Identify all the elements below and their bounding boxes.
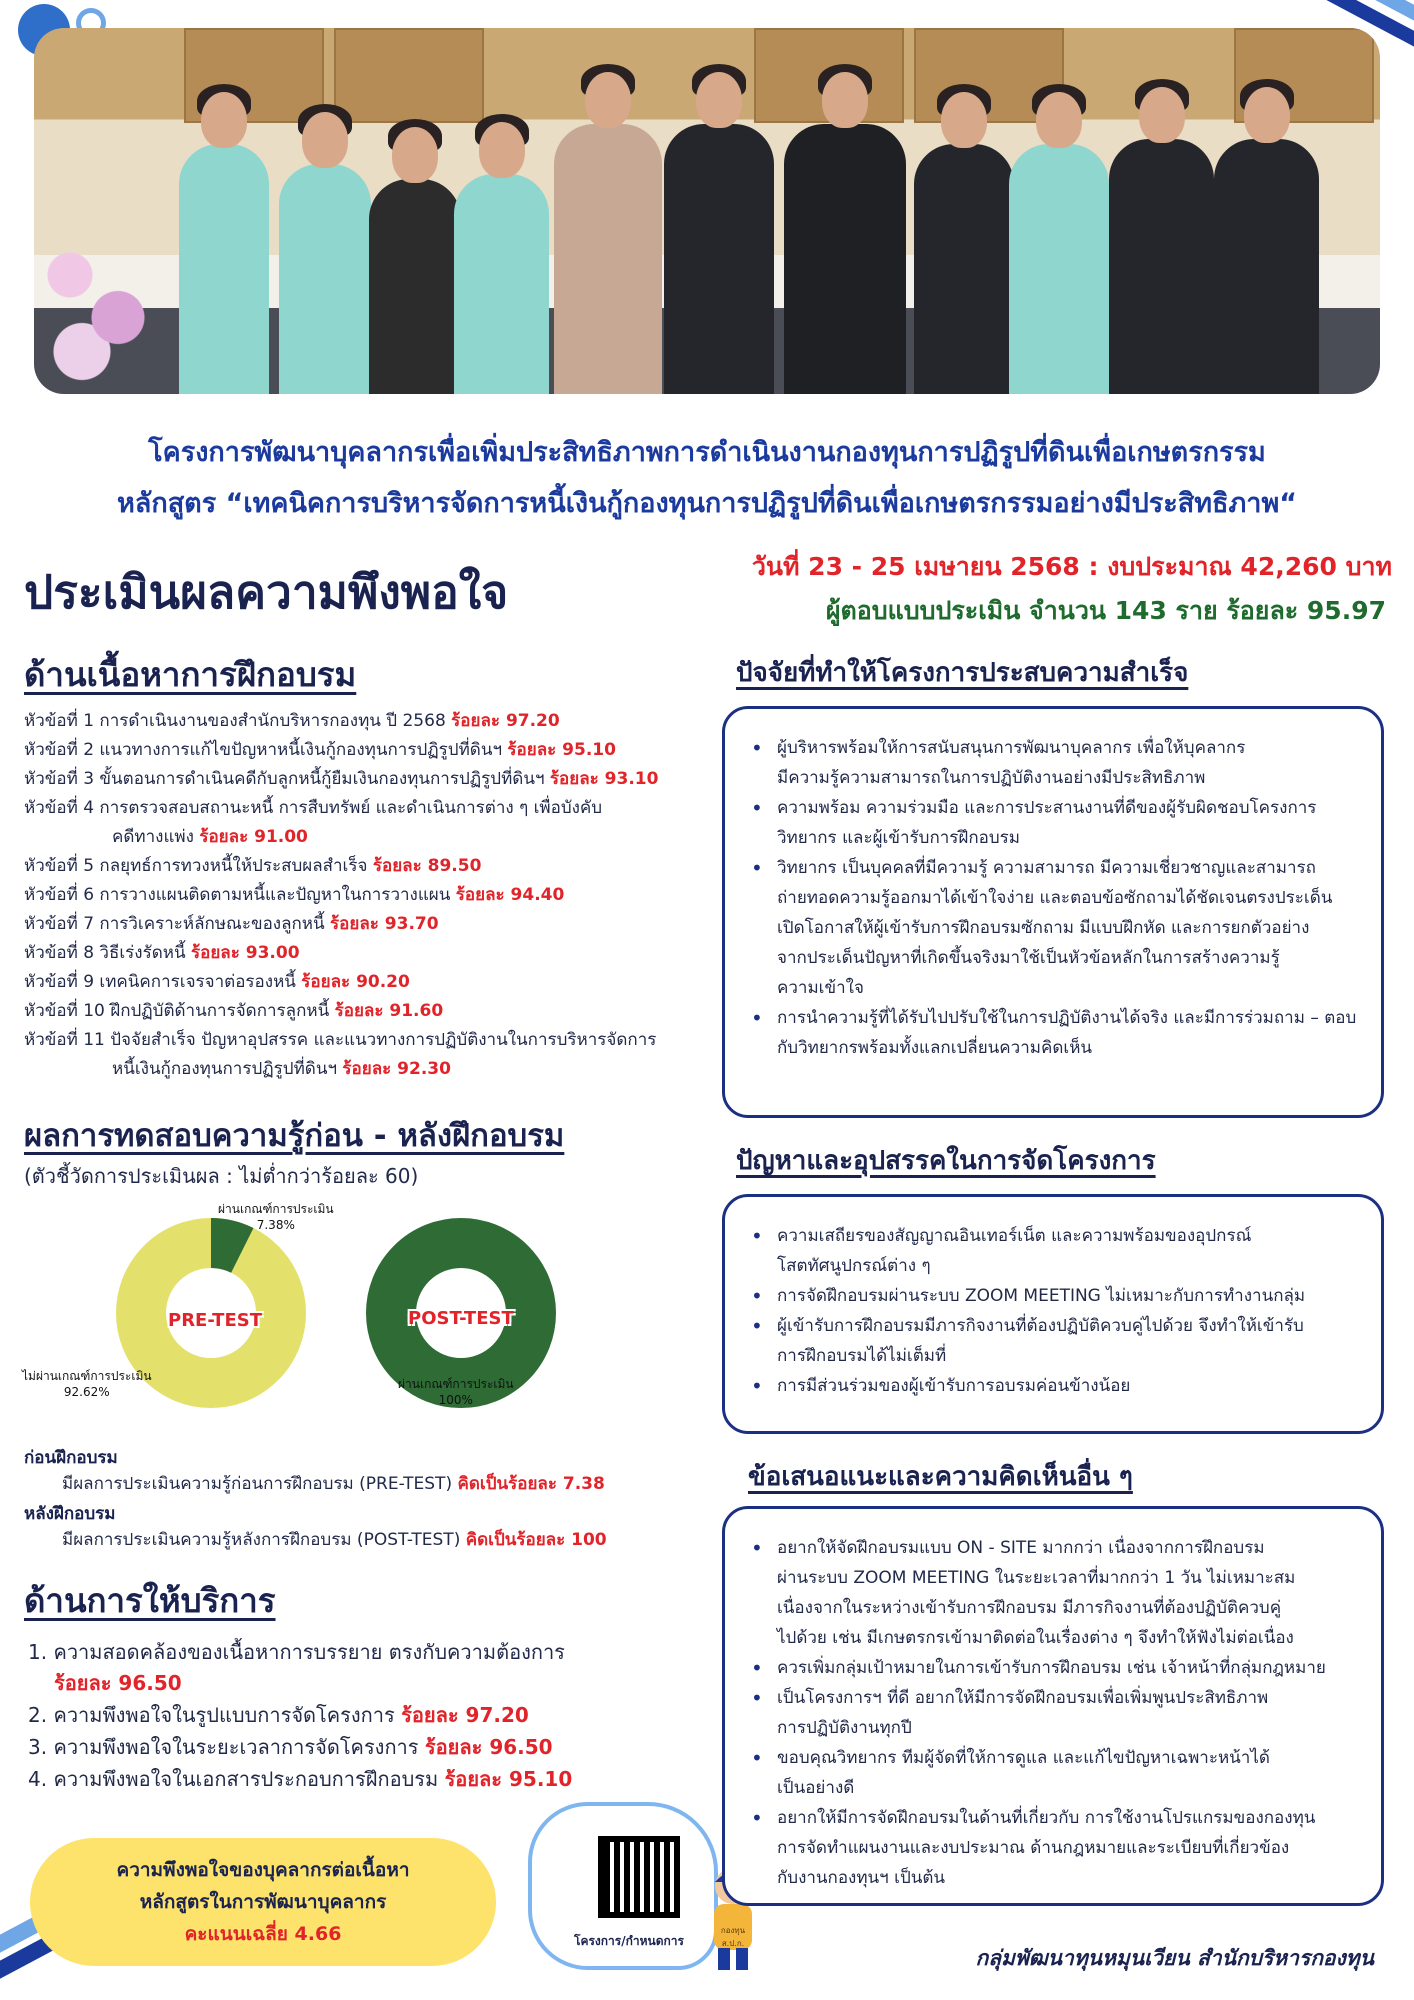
service-item: 4. ความพึงพอใจในเอกสารประกอบการฝึกอบรม ร้อยละ 95.10 [28, 1767, 573, 1791]
bullet-line: • ผู้บริหารพร้อมให้การสนับสนุนการพัฒนาบุคลากร เพื่อให้บุคลากร [777, 738, 1246, 758]
topic-list [24, 707, 714, 1084]
pre-fail-caption: ไม่ผ่านเกณฑ์การประเมิน 92.62% [22, 1369, 152, 1399]
bullet-line: ความเข้าใจ [777, 978, 864, 998]
bullet-line: เปิดโอกาสให้ผู้เข้ารับการฝึกอบรมซักถาม มีแบบฝึกหัด และการยกตัวอย่าง [777, 918, 1310, 938]
service-item: 3. ความพึงพอใจในระยะเวลาการจัดโครงการ ร้อยละ 96.50 [28, 1735, 553, 1759]
before-text: มีผลการประเมินความรู้ก่อนการฝึกอบรม (PRE-TEST) คิดเป็นร้อยละ 7.38 [62, 1474, 605, 1494]
bullet-line: • ผู้เข้ารับการฝึกอบรมมีภารกิจงานที่ต้องปฏิบัติควบคู่ไปด้วย จึงทำให้เข้ารับ [777, 1316, 1304, 1336]
topic-row-cont: หนี้เงินกู้กองทุนการปฏิรูปที่ดินฯ ร้อยละ 92.30 [112, 1059, 451, 1079]
qr-caption: โครงการ/กำหนดการ [574, 1934, 684, 1948]
bullet-line: โสตทัศนูปกรณ์ต่าง ๆ [777, 1256, 931, 1276]
bullet-item [745, 1281, 1361, 1311]
bullet-line: ผ่านระบบ ZOOM MEETING ในระยะเวลาที่มากกว่า 1 วัน ไม่เหมาะสม [777, 1568, 1296, 1588]
service-score: ร้อยละ 96.50 [54, 1671, 182, 1695]
bullet-item [745, 1371, 1361, 1401]
project-title: โครงการพัฒนาบุคลากรเพื่อเพิ่มประสิทธิภาพการดำเนินงานกองทุนการปฏิรูปที่ดินเพื่อเกษตรกรรม [148, 437, 1266, 468]
problems-box [722, 1194, 1384, 1434]
bullet-line: จากประเด็นปัญหาที่เกิดขึ้นจริงมาใช้เป็นหัวข้อหลักในการสร้างความรู้ [777, 948, 1280, 968]
topic-row: หัวข้อที่ 10 ฝึกปฏิบัติด้านการจัดการลูกหนี้ ร้อยละ 91.60 [24, 1001, 444, 1021]
bullet-line: • เป็นโครงการฯ ที่ดี อยากให้มีการจัดฝึกอบรมเพื่อเพิ่มพูนประสิทธิภาพ [777, 1688, 1269, 1708]
footer-org: กลุ่มพัฒนาทุนหมุนเวียน สำนักบริหารกองทุน [975, 1946, 1374, 1970]
satisfaction-badge: ความพึงพอใจของบุคลากรต่อเนื้อหา หลักสูตรในการพัฒนาบุคลากร คะแนนเฉลี่ย 4.66 [30, 1838, 496, 1966]
pre-pass-caption: ผ่านเกณฑ์การประเมิน 7.38% [218, 1202, 334, 1232]
bullet-line: • การจัดฝึกอบรมผ่านระบบ ZOOM MEETING ไม่เหมาะกับการทำงานกลุ่ม [777, 1286, 1306, 1306]
respondents-count: ผู้ตอบแบบประเมิน จำนวน 143 ราย ร้อยละ 95.97 [825, 596, 1386, 625]
bullet-line: มีความรู้ความสามารถในการปฏิบัติงานอย่างมีประสิทธิภาพ [777, 768, 1206, 788]
test-criteria: (ตัวชี้วัดการประเมินผล : ไม่ต่ำกว่าร้อยละ 60) [24, 1164, 419, 1188]
before-heading: ก่อนฝึกอบรม [24, 1448, 118, 1468]
bullet-item [745, 1221, 1361, 1281]
date-budget: วันที่ 23 - 25 เมษายน 2568 : งบประมาณ 42,260 บาท [751, 552, 1392, 581]
bullet-line: กับวิทยากรพร้อมทั้งแลกเปลี่ยนความคิดเห็น [777, 1038, 1093, 1058]
bullet-item [745, 793, 1361, 853]
qr-code-icon[interactable] [598, 1836, 680, 1918]
bullet-item [745, 1533, 1361, 1653]
bullet-line: กับงานกองทุนฯ เป็นต้น [777, 1868, 946, 1888]
topic-row: หัวข้อที่ 2 แนวทางการแก้ไขปัญหาหนี้เงินกู้กองทุนการปฏิรูปที่ดินฯ ร้อยละ 95.10 [24, 740, 616, 760]
topic-row: หัวข้อที่ 7 การวิเคราะห์ลักษณะของลูกหนี้ ร้อยละ 93.70 [24, 914, 439, 934]
bullet-line: • ควรเพิ่มกลุ่มเป้าหมายในการเข้ารับการฝึกอบรม เช่น เจ้าหน้าที่กลุ่มกฎหมาย [777, 1658, 1326, 1678]
bullet-line: • ขอบคุณวิทยากร ทีมผู้จัดที่ให้การดูแล และแก้ไขปัญหาเฉพาะหน้าได้ [777, 1748, 1270, 1768]
after-heading: หลังฝึกอบรม [24, 1504, 116, 1524]
service-item: 2. ความพึงพอใจในรูปแบบการจัดโครงการ ร้อยละ 97.20 [28, 1703, 529, 1727]
bullet-line: ถ่ายทอดความรู้ออกมาได้เข้าใจง่าย และตอบข้อซักถามได้ชัดเจนตรงประเด็น [777, 888, 1333, 908]
bullet-item [745, 1003, 1361, 1063]
problems-list [745, 1221, 1361, 1401]
group-photo [34, 28, 1380, 394]
bullet-line: การจัดทำแผนงานและงบประมาณ ด้านกฎหมายและระเบียบที่เกี่ยวข้อง [777, 1838, 1290, 1858]
topic-row: หัวข้อที่ 6 การวางแผนติดตามหนี้และปัญหาในการวางแผน ร้อยละ 94.40 [24, 885, 565, 905]
test-heading: ผลการทดสอบความรู้ก่อน - หลังฝึกอบรม [24, 1118, 565, 1154]
topic-row-cont: คดีทางแพ่ง ร้อยละ 91.00 [112, 827, 308, 847]
bullet-line: เนื่องจากในระหว่างเข้ารับการฝึกอบรม มีภารกิจงานที่ต้องปฏิบัติควบคู่ [777, 1598, 1282, 1618]
bullet-line: การปฏิบัติงานทุกปี [777, 1718, 912, 1738]
pre-test-label: PRE-TEST [168, 1310, 262, 1331]
post-test-label: POST-TEST [408, 1308, 514, 1329]
suggestions-list [745, 1533, 1361, 1893]
bullet-line: วิทยากร และผู้เข้ารับการฝึกอบรม [777, 828, 1021, 848]
mascot-icon: กองทุน ส.ป.ก. [700, 1862, 766, 1974]
topic-row: หัวข้อที่ 1 การดำเนินงานของสำนักบริหารกองทุน ปี 2568 ร้อยละ 97.20 [24, 711, 560, 731]
bullet-item [745, 853, 1361, 1003]
bullet-line: • การมีส่วนร่วมของผู้เข้ารับการอบรมค่อนข้างน้อย [777, 1376, 1131, 1396]
service-heading: ด้านการให้บริการ [24, 1581, 276, 1620]
bullet-line: การฝึกอบรมได้ไม่เต็มที่ [777, 1346, 947, 1366]
bullet-item [745, 1743, 1361, 1803]
bullet-line: • อยากให้มีการจัดฝึกอบรมในด้านที่เกี่ยวกับ การใช้งานโปรแกรมของกองทุน [777, 1808, 1316, 1828]
topic-row: หัวข้อที่ 3 ขั้นตอนการดำเนินคดีกับลูกหนี้กู้ยืมเงินกองทุนการปฏิรูปที่ดินฯ ร้อยละ 93.10 [24, 769, 659, 789]
topic-row: หัวข้อที่ 4 การตรวจสอบสถานะหนี้ การสืบทรัพย์ และดำเนินการต่าง ๆ เพื่อบังคับ [24, 798, 603, 818]
page-heading: ประเมินผลความพึงพอใจ [24, 565, 509, 619]
topic-row: หัวข้อที่ 8 วิธีเร่งรัดหนี้ ร้อยละ 93.00 [24, 943, 300, 963]
success-list [745, 733, 1361, 1063]
bullet-item [745, 1311, 1361, 1371]
topic-row: หัวข้อที่ 9 เทคนิคการเจรจาต่อรองหนี้ ร้อยละ 90.20 [24, 972, 410, 992]
after-text: มีผลการประเมินความรู้หลังการฝึกอบรม (POST-TEST) คิดเป็นร้อยละ 100 [62, 1530, 607, 1550]
bullet-line: เป็นอย่างดี [777, 1778, 855, 1798]
bullet-line: ไปด้วย เช่น มีเกษตรกรเข้ามาติดต่อในเรื่องต่าง ๆ จึงทำให้ฟังไม่ต่อเนื่อง [777, 1628, 1294, 1648]
content-heading: ด้านเนื้อหาการฝึกอบรม [24, 655, 357, 694]
topic-row: หัวข้อที่ 5 กลยุทธ์การทวงหนี้ให้ประสบผลสำเร็จ ร้อยละ 89.50 [24, 856, 482, 876]
success-box [722, 706, 1384, 1118]
bullet-item [745, 733, 1361, 793]
problems-heading: ปัญหาและอุปสรรคในการจัดโครงการ [736, 1146, 1156, 1176]
suggestions-heading: ข้อเสนอแนะและความคิดเห็นอื่น ๆ [748, 1462, 1133, 1492]
topic-row: หัวข้อที่ 11 ปัจจัยสำเร็จ ปัญหาอุปสรรค และแนวทางการปฏิบัติงานในการบริหารจัดการ [24, 1030, 657, 1050]
bullet-line: • อยากให้จัดฝึกอบรมแบบ ON - SITE มากกว่า เนื่องจากการฝึกอบรม [777, 1538, 1265, 1558]
bullet-line: • การนำความรู้ที่ได้รับไปปรับใช้ในการปฏิบัติงานได้จริง และมีการร่วมถาม – ตอบ [777, 1008, 1357, 1028]
bullet-line: • ความพร้อม ความร่วมมือ และการประสานงานที่ดีของผู้รับผิดชอบโครงการ [777, 798, 1317, 818]
suggestions-box [722, 1506, 1384, 1906]
bullet-line: • ความเสถียรของสัญญาณอินเทอร์เน็ต และความพร้อมของอุปกรณ์ [777, 1226, 1252, 1246]
success-heading: ปัจจัยที่ทำให้โครงการประสบความสำเร็จ [736, 658, 1189, 688]
course-title: หลักสูตร “เทคนิคการบริหารจัดการหนี้เงินกู้กองทุนการปฏิรูปที่ดินเพื่อเกษตรกรรมอย่างมีประสิทธิภาพ“ [117, 488, 1297, 519]
bullet-item [745, 1803, 1361, 1893]
bullet-item [745, 1653, 1361, 1683]
bullet-line: • วิทยากร เป็นบุคคลที่มีความรู้ ความสามารถ มีความเชี่ยวชาญและสามารถ [777, 858, 1316, 878]
service-item: 1. ความสอดคล้องของเนื้อหาการบรรยาย ตรงกับความต้องการ [28, 1640, 565, 1664]
bullet-item [745, 1683, 1361, 1743]
post-pass-caption: ผ่านเกณฑ์การประเมิน 100% [398, 1377, 514, 1407]
